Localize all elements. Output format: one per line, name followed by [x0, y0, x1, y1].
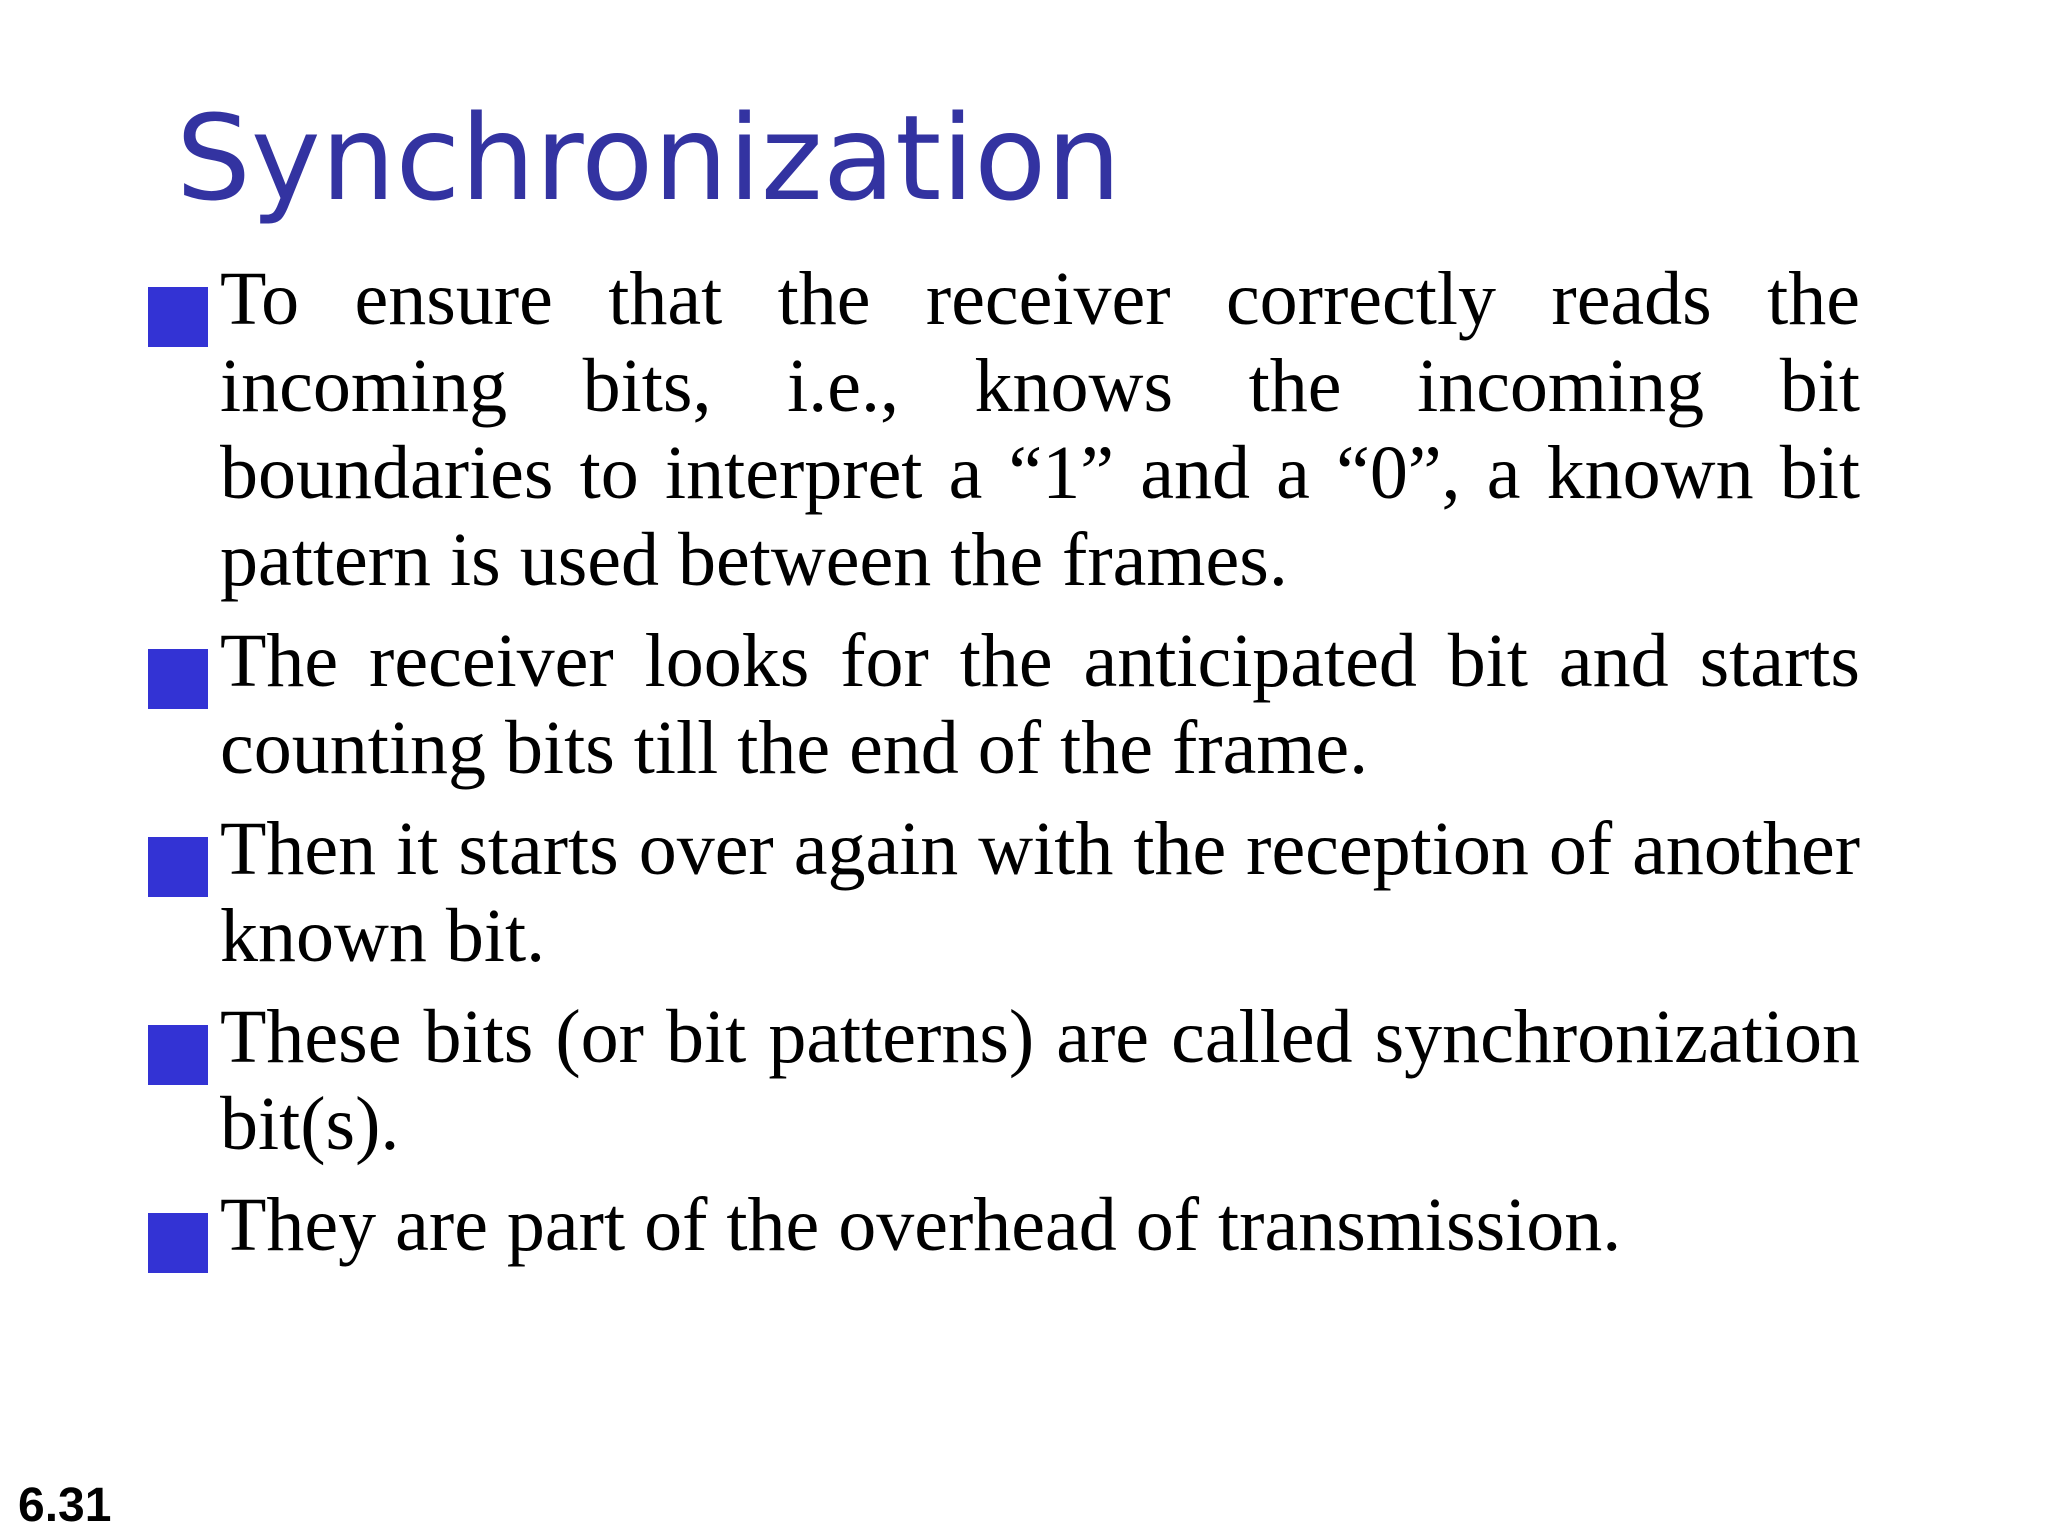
- bullet-text: Then it starts over again with the reception of another known bit.: [220, 807, 1860, 978]
- bullet-text: To ensure that the receiver correctly reads the incoming bits, i.e., knows the incoming bit boundaries to interpret a “1” and a “0”, a known bit pattern is used between the frames.: [220, 257, 1860, 602]
- bullet-item: [148, 994, 1860, 1168]
- page-number: 6.31: [18, 1479, 112, 1532]
- square-bullet-icon: [148, 1025, 208, 1085]
- bullet-item: [148, 1182, 1860, 1269]
- bullet-list: [148, 256, 1860, 1283]
- square-bullet-icon: [148, 1213, 208, 1273]
- bullet-text: The receiver looks for the anticipated bit and starts counting bits till the end of the frame.: [220, 619, 1860, 790]
- bullet-item: [148, 256, 1860, 604]
- square-bullet-icon: [148, 649, 208, 709]
- square-bullet-icon: [148, 287, 208, 347]
- square-bullet-icon: [148, 837, 208, 897]
- bullet-item: [148, 618, 1860, 792]
- bullet-text: These bits (or bit patterns) are called synchronization bit(s).: [220, 995, 1860, 1166]
- bullet-item: [148, 806, 1860, 980]
- slide-title: Synchronization: [176, 89, 1122, 227]
- bullet-text: They are part of the overhead of transmission.: [220, 1183, 1622, 1267]
